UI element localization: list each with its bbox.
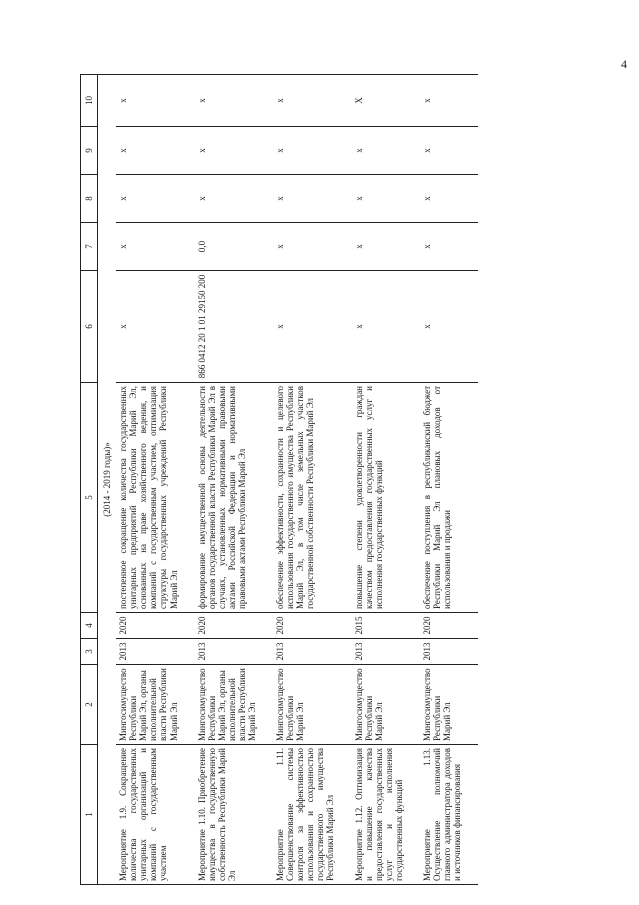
value-cell-10: х <box>116 75 194 127</box>
code-cell: х <box>352 271 420 383</box>
value-cell-7: 0,0 <box>195 223 273 271</box>
start-year-cell: 2013 <box>352 639 420 665</box>
value-cell-10: Х <box>352 75 420 127</box>
section-title: (2014 - 2019 годы)» <box>98 75 117 885</box>
start-year-cell: 2013 <box>273 639 351 665</box>
result-cell: формирование имущественной основы деятельности органов государственной власти Республики Марий Эл в случаях, установленных нормативными правовыми актами Российской Федерации и нормативными правовыми актами Республики Марий Эл <box>195 383 273 613</box>
table-row <box>116 75 194 885</box>
value-cell-8: х <box>195 175 273 223</box>
header-cell: 9 <box>81 127 98 175</box>
end-year-cell: 2020 <box>420 613 478 639</box>
start-year-cell: 2013 <box>195 639 273 665</box>
table-row <box>195 75 273 885</box>
page-number: 4 <box>621 57 627 71</box>
value-cell-8: х <box>273 175 351 223</box>
value-cell-9: х <box>195 127 273 175</box>
header-cell: 4 <box>81 613 98 639</box>
code-cell: х <box>420 271 478 383</box>
value-cell-7: х <box>352 223 420 271</box>
value-cell-10: х <box>195 75 273 127</box>
table-row <box>420 75 478 885</box>
table-row <box>273 75 351 885</box>
executor-cell: Мингосимущество Республики Марий Эл <box>352 665 420 745</box>
header-cell: 10 <box>81 75 98 127</box>
section-row <box>98 75 117 885</box>
value-cell-9: х <box>273 127 351 175</box>
executor-cell: Мингосимущество Республики Марий Эл <box>420 665 478 745</box>
result-cell: обеспечение эффективности, сохранности и целевого использования государственного имущества Республики Марий Эл, в том числе земельных участков государственной собственности Республики Марий Эл <box>273 383 351 613</box>
value-cell-8: х <box>420 175 478 223</box>
value-cell-10: х <box>273 75 351 127</box>
result-cell: обеспечение поступления в республиканский бюджет Республики Марий Эл плановых доходов от использования и продажи <box>420 383 478 613</box>
rotated-table-container <box>80 75 639 885</box>
value-cell-9: х <box>352 127 420 175</box>
end-year-cell: 2020 <box>195 613 273 639</box>
end-year-cell: 2015 <box>352 613 420 639</box>
executor-cell: Мингосимущество Республики Марий Эл, органы исполнительной власти Республики Марий Эл <box>116 665 194 745</box>
measure-cell: Мероприятие 1.12. Оптимизация и повышение качества предоставления государственных услуг и исполнения государственных функций <box>352 745 420 885</box>
value-cell-7: х <box>273 223 351 271</box>
executor-cell: Мингосимущество Республики Марий Эл <box>273 665 351 745</box>
end-year-cell: 2020 <box>273 613 351 639</box>
header-row <box>81 75 98 885</box>
result-cell: постепенное сокращение количества государственных унитарных предприятий Республики Марий Эл, основанных на праве хозяйственного ведения, и компаний с государственным участием, оптимизация структуры государственных учреждений Республики Марий Эл <box>116 383 194 613</box>
measure-cell: Мероприятие 1.9. Сокращение количества государственных унитарных организаций и компаний с государственным участием <box>116 745 194 885</box>
code-cell: х <box>273 271 351 383</box>
header-cell: 7 <box>81 223 98 271</box>
end-year-cell: 2020 <box>116 613 194 639</box>
value-cell-9: х <box>420 127 478 175</box>
header-cell: 1 <box>81 745 98 885</box>
value-cell-7: х <box>116 223 194 271</box>
start-year-cell: 2013 <box>116 639 194 665</box>
value-cell-7: х <box>420 223 478 271</box>
value-cell-8: х <box>116 175 194 223</box>
table-row <box>352 75 420 885</box>
header-cell: 8 <box>81 175 98 223</box>
header-cell: 2 <box>81 665 98 745</box>
value-cell-10: х <box>420 75 478 127</box>
measure-cell: Мероприятие 1.11. Совершенствование системы контроля за эффективностью использования и сохранностью государственного имущества Республики Марий Эл <box>273 745 351 885</box>
value-cell-8: х <box>352 175 420 223</box>
header-cell: 3 <box>81 639 98 665</box>
start-year-cell: 2013 <box>420 639 478 665</box>
executor-cell: Мингосимущество Республики Марий Эл, органы исполнительной власти Республики Марий Эл <box>195 665 273 745</box>
measure-cell: Мероприятие 1.10. Приобретение имущества в государственную собственность Республики Марий Эл <box>195 745 273 885</box>
header-cell: 5 <box>81 383 98 613</box>
result-cell: повышение степени удовлетворенности граждан качеством предоставления государственных услуг и исполнения государственных функций <box>352 383 420 613</box>
header-cell: 6 <box>81 271 98 383</box>
code-cell: 866 0412 20 1 01 29150 200 <box>195 271 273 383</box>
value-cell-9: х <box>116 127 194 175</box>
code-cell: х <box>116 271 194 383</box>
measure-cell: Мероприятие 1.13. Осуществление полномочий главного администратора доходов и источников финансирования <box>420 745 478 885</box>
measures-table <box>80 74 478 885</box>
